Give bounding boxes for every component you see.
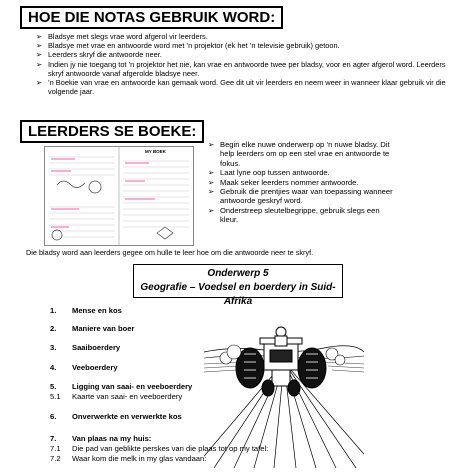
list-item: ➢ Leerders skryf die antwoorde neer. <box>36 50 451 59</box>
list-item: ➢ Maak seker leerders nommer antwoorde. <box>208 178 393 187</box>
book-bullet-list <box>208 140 393 225</box>
topic-subject: Geografie – Voedsel en boerdery in Suid-Afrika <box>140 282 336 307</box>
toc-subitem: 5.1 Kaarte van saai- en veeboerdery <box>50 392 183 401</box>
learner-page-thumbnail <box>44 146 194 246</box>
list-item: ➢ ’n Boekie van vrae en antwoorde kan gemaak word. Gee dit uit vir leerders en neem weer in wanneer klaar gebruik vir die volgende jaar. <box>36 78 451 96</box>
list-item: ➢ Indien jy nie toegang tot ’n projektor het nie, kan vrae en antwoorde twee per bladsy, voor en agter afgerol word. Leerders skryf antwoorde vanaf afgerolde bladsye neer. <box>36 60 451 78</box>
toc-item: 6. Onverwerkte en verwerkte kos <box>50 412 182 421</box>
toc-item: 2. Maniere van boer <box>50 324 135 333</box>
list-item: ➢ Laat lyne oop tussen antwoorde. <box>208 168 393 177</box>
toc-item: 7. Van plaas na my huis: <box>50 434 152 443</box>
toc-item: 4. Veeboerdery <box>50 363 118 372</box>
list-item: ➢ Gebruik die prentjies waar van toepassing wanneer antwoorde geskryf word. <box>208 187 393 206</box>
heading-learner-books: LEERDERS SE BOEKE: <box>20 120 204 143</box>
notebook-sample-image <box>45 147 193 245</box>
intro-bullet-list <box>36 32 451 96</box>
list-item: ➢ Begin elke nuwe onderwerp op ’n nuwe bladsy. Dit help leerders om op een stel vrae en antwoorde te fokus. <box>208 140 393 168</box>
list-item: ➢ Onderstreep sleutelbegrippe, gebruik slegs een kleur. <box>208 206 393 225</box>
toc-item: 5. Ligging van saai- en veeboerdery <box>50 382 193 391</box>
tractor-illustration <box>204 302 364 468</box>
topic-number: Onderwerp 5 <box>207 268 269 279</box>
list-item: ➢ Bladsye met vrae en antwoorde word met ’n projektor (ek het ’n televisie gebruik) getoon. <box>36 41 451 50</box>
topic-title-box <box>133 264 343 307</box>
toc-subitem: 7.1 Die pad van geblikte perskes van die plaas tot op my tafel: <box>50 444 269 453</box>
thumbnail-caption: Die bladsy word aan leerders gegee om hulle te leer hoe om die antwoorde neer te skryf. <box>26 248 314 257</box>
toc-item: 3. Saaiboerdery <box>50 343 121 352</box>
heading-notes-usage: HOE DIE NOTAS GEBRUIK WORD: <box>20 6 283 29</box>
toc-item: 1. Mense en kos <box>50 306 122 315</box>
thumbnail-title: MY BOEK <box>145 149 166 154</box>
list-item: ➢ Bladsye met slegs vrae word afgerol vir leerders. <box>36 32 451 41</box>
toc-subitem: 7.2 Waar kom die melk in my glas vandaan: <box>50 454 207 463</box>
